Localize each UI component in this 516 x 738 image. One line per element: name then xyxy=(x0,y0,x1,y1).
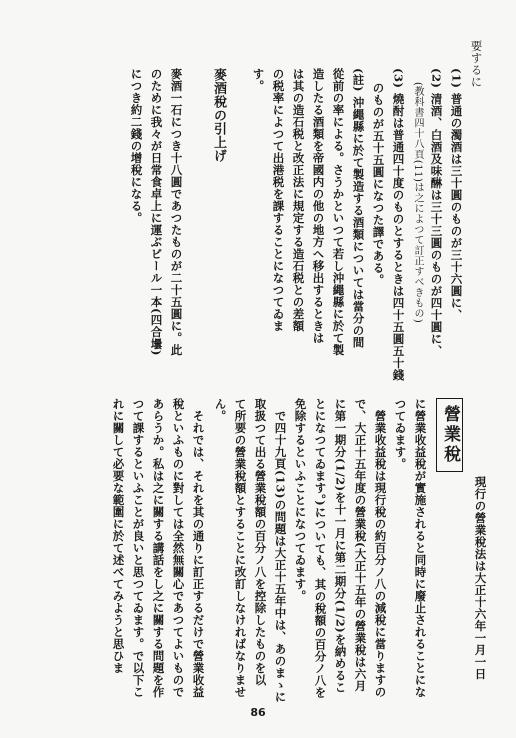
text-line: 從前の率による。さうかといつて若し沖繩縣に於て製 xyxy=(331,68,346,356)
text-line: 現行の營業稅法は大正十六年一月一日 xyxy=(473,476,488,680)
text-line: の税率によつて出港税を課することになつてゐま xyxy=(271,68,286,332)
text-line: (2) 清酒、白酒及味醂は三十三圓のものが四十圓に、 xyxy=(429,68,444,357)
text-line: れに關して必要な範圍に於て述べてみようと思ひま xyxy=(111,398,126,674)
text-line: につき約二錢の增稅になる。 xyxy=(129,68,144,224)
text-line: 要するに xyxy=(469,40,484,88)
text-line: で、大正十五年度の營業稅(大正十五年の營業稅は六月 xyxy=(353,398,368,692)
text-line: 稅といふものに對しては全然無關心であつてよいもので xyxy=(171,398,186,698)
text-line: 取扱つて出る營業稅額の百分ノ八を控除したものを以 xyxy=(253,398,268,686)
text-line: ん。 xyxy=(213,398,228,422)
text-line: て所要の營業稅額とすることに改訂しなければなりませ xyxy=(233,398,248,698)
text-line: (1) 普通の濁酒は三十圓のものが三十六圓に、 xyxy=(449,68,464,321)
page-number: 86 xyxy=(250,706,266,719)
text-line: 造したる酒類を帝國内の他の地方へ移出するときは xyxy=(311,68,326,344)
text-line: つてゐます。 xyxy=(393,398,408,470)
section-heading-box: 營業稅 xyxy=(436,398,463,472)
text-line: に營業收益稅が實施されると同時に廢止されることにな xyxy=(413,398,428,698)
text-line: (教科書四十八頁(11)は之によつて訂正すべきもの) xyxy=(412,82,423,324)
text-line: (註) 沖繩縣に於て製造する酒類については當分の間 xyxy=(351,68,366,349)
text-line: とになつてゐます。)についても、其の稅額の百分ノ八を xyxy=(313,398,328,699)
text-line: (3) 燒酎は普通四十度のものとするときは四十五圓五十錢 xyxy=(391,68,406,381)
text-line: に第一期分(1/2)を十一月に第二期分(1/2)を納めるこ xyxy=(333,398,348,694)
text-line: のために我々が日常食卓上に運ぶビール一本(四合壜) xyxy=(149,68,164,356)
text-line: は其の造石税と改正法に規定する造石税との差額 xyxy=(291,68,306,332)
text-line: す。 xyxy=(251,68,266,92)
text-line: 營業收益稅は現行稅の約百分ノ八の減稅に當りますの xyxy=(373,410,388,698)
text-line: 免除するといふことになつてゐます。 xyxy=(293,398,308,602)
section-heading: 麥酒稅の引上げ xyxy=(211,68,226,163)
text-line: それでは、それを其の通りに訂正するだけで營業收益 xyxy=(191,410,206,698)
text-line: のものが五十五圓になつた譯である。 xyxy=(371,82,386,286)
text-line: で四十九頁(13)の問題は大正十五年中は、あのまゝに xyxy=(273,410,288,703)
text-line: あらうか。私は之に關する講話をし之に關する問題を作 xyxy=(151,398,166,698)
text-line: 麥酒一石につき十八圓であつたものが二十五圓に。此 xyxy=(169,68,184,356)
text-line: つて課するといふことが良いと思つてゐます。で以下こ xyxy=(131,398,146,698)
